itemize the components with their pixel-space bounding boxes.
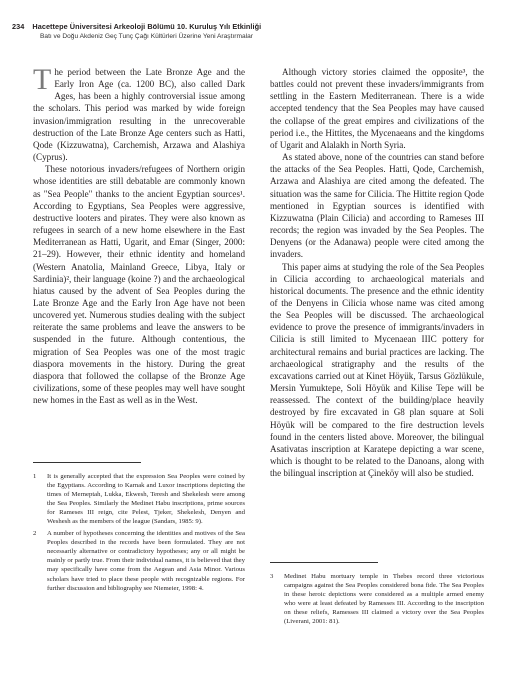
footnote-number: 1 [33, 473, 37, 480]
left-text-column [33, 63, 245, 406]
footnote-text: It is generally accepted that the expression Sea Peoples were coined by the Egyptians. According to Karnak and Luxor inscriptions depicting the times of Merneptah, Lukka, Ekwesh, Teresh and Shekelesh were among the Sea Peoples. Similarly the Medinet Habu inscriptions, prime sources for Rameses III reign, cite Pelest, Tjeker, Shekelesh, Denyen and Weshesh as the members of the league (Sandars, 1985: 9). [47, 473, 245, 526]
footnote [33, 472, 245, 526]
footnote-divider-left [33, 462, 141, 463]
paragraph-intro [33, 63, 245, 163]
footnote [270, 572, 484, 626]
footnote-divider-right [270, 562, 378, 563]
paragraph-cilicia: As stated above, none of the countries can stand before the attacks of the Sea Peoples. Hatti, Qode, Carchemish, Arzawa and Alashiya are cited among the defeated. The situation was the same for Cilicia. The Hittite region Qode mentioned in Egyptian sources is identified with Kizzuwatna (Plain Cilicia) and according to Rameses III records; the region was invaded by the Sea Peoples. The Denyens (or the Adanawa) people were cited among the invaders. [270, 152, 484, 260]
paragraph-sea-people: These notorious invaders/refugees of Northern origin whose identities are still debatable are commonly known as "Sea People" thanks to the ancient Egyptian sources¹. According to Egyptians, Sea Peoples were aggressive, destructive looters and pirates. They were also known as refugees in search of a new home elsewhere in the East Mediterranean as Hatti, Ugarit, and Emar (Singer, 2000: 21–29). However, their ethnic identity and homeland (Western Anatolia, Mainland Greece, Libya, Italy or Sardinia)², their language (koine ?) and the archaeological hiatus caused by the advent of Sea Peoples during the Late Bronze Age and the Early Iron Age have not been uncovered yet. Numerous studies dealing with the subject reiterate the same problems and leave the answers to be suspended in the future. Although contentious, the migration of Sea Peoples was one of the most tragic diaspora movements in the history. During the great diaspora that followed the collapse of the Bronze Age civilizations, some of these peoples may well have sought new homes in the East as well as in the West. [33, 164, 245, 406]
paragraph-aims: This paper aims at studying the role of the Sea Peoples in Cilicia according to archaeological materials and historical documents. The presence and the ethnic identity of the Denyens in Cilicia whose name was cited among the Sea Peoples will be discussed. The archaeological evidence to prove the presence of immigrants/invaders in Cilicia is still limited to Mycenaean IIIC pottery for architectural remains and burial practices are lacking. The archaeological stratigraphy and the results of the excavations carried out at Kinet Höyük, Tarsus Gözlükule, Mersin Yumuktepe, Soli Höyük and Kilise Tepe will be reassessed. The context of the building/place heavily destroyed by fire excavated in G8 plan square at Soli Höyük will be compared to the fire destruction levels found in the centers listed above. Moreover, the bilingual Asativatas inscription at Karatepe depicting a war scene, which is thought to be related to the Danoans, along with the bilingual inscription at Çineköy will also be studied. [270, 261, 484, 479]
footnotes-left [33, 472, 245, 596]
footnote-number: 3 [270, 573, 274, 580]
paragraph-victory: Although victory stories claimed the opposite³, the battles could not prevent these invaders/immigrants from settling in the Eastern Mediterranean. There is a wide accepted tendency that the Sea Peoples may have caused the collapse of the great empires and civilizations of the period i.e., the Hittites, the Mycenaeans and the kingdoms of Ugarit and Alalakh in North Syria. [270, 67, 484, 150]
drop-cap: T [33, 63, 52, 96]
footnote-text: A number of hypotheses concerning the identities and motives of the Sea Peoples described in the records have been formulated. They are not necessarily alternative or contradictory hypotheses; any or all might be mainly or partly true. From their individual names, it is believed that they may specifically have come from the Aegean and Asia Minor. Various scholars have tried to place these people with recognizable regions. For further discussion and bibliography see Niemeier, 1998: 4. [47, 530, 245, 592]
paragraph-intro-text: he period between the Late Bronze Age and the Early Iron Age (ca. 1200 BC), also called Dark Ages, has been a highly controversial issue among the scholars. This period was marked by wide foreign invasion/immigration resulting in the unrecoverable destruction of the Late Bronze Age centers such as Hatti, Qode (Kizzuwatna), Carchemish, Arzawa and Alashiya (Cyprus). [33, 67, 245, 163]
journal-subtitle: Batı ve Doğu Akdeniz Geç Tunç Çağı Kültürleri Üzerine Yeni Araştırmalar [40, 33, 253, 40]
footnote [33, 529, 245, 592]
right-text-column [270, 66, 484, 479]
page-number: 234 [12, 22, 25, 31]
running-header [12, 22, 512, 40]
journal-title: Hacettepe Üniversitesi Arkeoloji Bölümü 10. Kuruluş Yılı Etkinliği [32, 22, 262, 31]
header-title-line [12, 22, 512, 31]
footnotes-right [270, 572, 484, 629]
footnote-number: 2 [33, 530, 37, 538]
footnote-text: Medinet Habu mortuary temple in Thebes record three victorious campaigns against the Sea Peoples considered bona fide. The Sea Peoples in these heroic depictions were considered as a multiple armed enemy who were at least defeated by Ramesses III. According to the inscription on these reliefs, Ramesses III claimed a victory over the Sea Peoples (Liverani, 2001: 81). [284, 573, 484, 626]
